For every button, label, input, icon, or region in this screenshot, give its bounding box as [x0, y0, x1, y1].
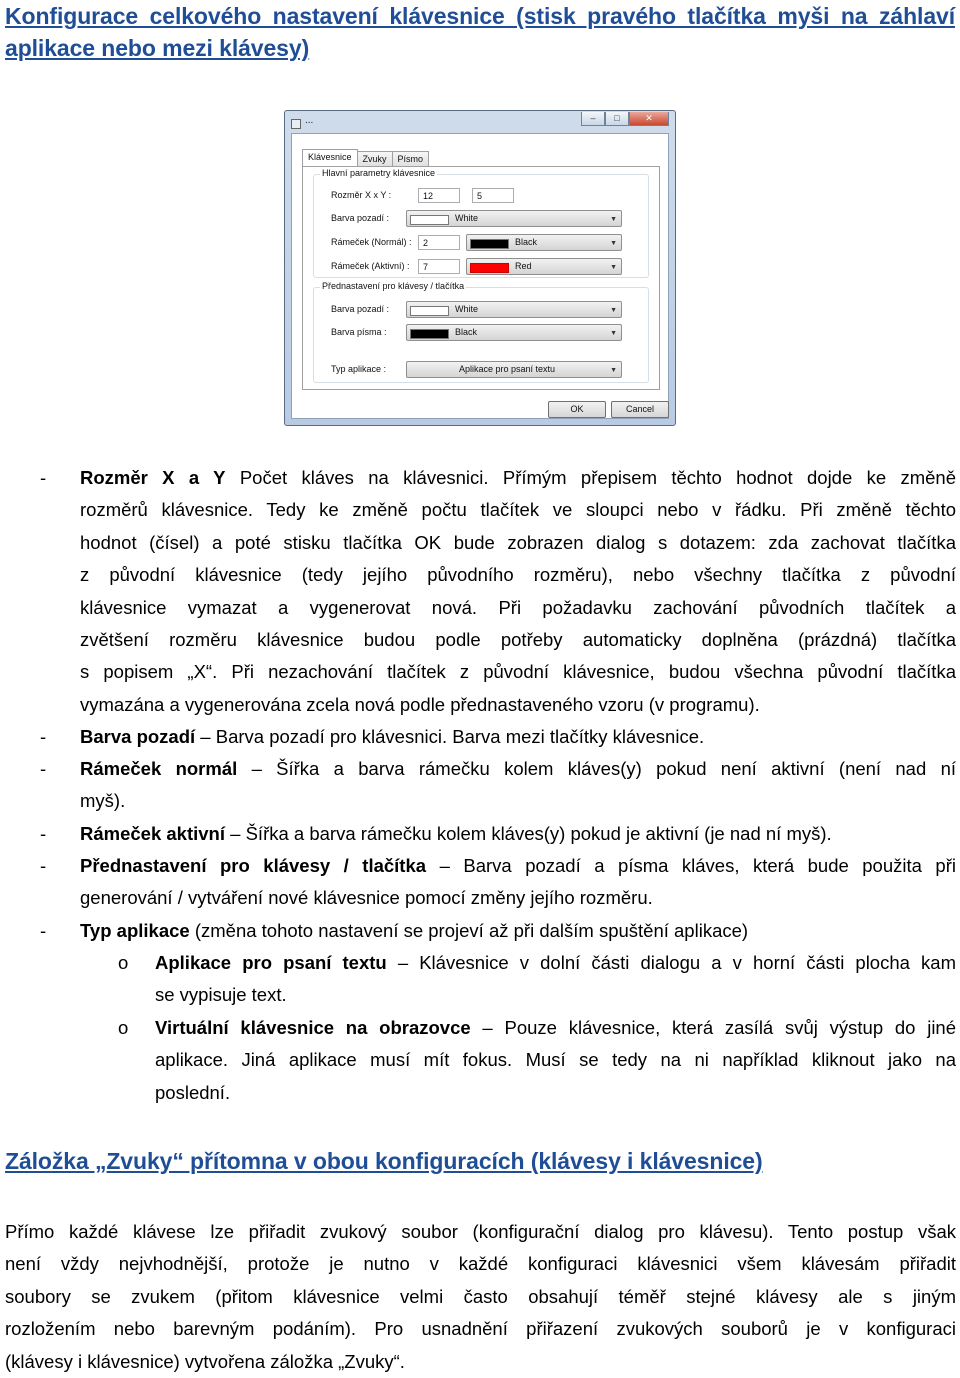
text: Počet kláves na klávesnici. Přímým přepisem těchto hodnot dojde ke změně	[239, 467, 956, 488]
text: není vždy nejvhodnější, protože je nutno v každé konfiguraci klávesnici všem klávesám přiřadit	[5, 1253, 956, 1275]
close-icon: ✕	[629, 112, 669, 126]
frame-active-color-combo	[466, 258, 622, 275]
text: Při změně těchto	[800, 499, 956, 521]
text: Šířka a barva rámečku kolem kláves(y) pokud je aktivní (je nad ní myš).	[245, 823, 832, 844]
text: vymazána a vygenerována zcela nová podle přednastaveného vzoru (v programu).	[80, 693, 760, 715]
dash-marker: -	[40, 920, 47, 941]
tab-klavesnice: Klávesnice	[302, 149, 358, 167]
group-key-presets	[313, 281, 649, 383]
text: se vypisuje text.	[155, 984, 287, 1006]
color-swatch	[410, 329, 449, 339]
chevron-down-icon: ▼	[610, 264, 617, 271]
chevron-down-icon: ▼	[610, 330, 617, 337]
frame-normal-color-combo	[466, 234, 622, 251]
text: generování / vytváření nové klávesnice pomocí změny jejího rozměru.	[80, 887, 653, 909]
size-label: Rozměr X x Y :	[331, 190, 392, 200]
item-prednastaveni: Přednastavení pro klávesy / tlačítka – Barva pozadí a písma kláves, která bude použita při generování / vytváření nové klávesnice pomocí změny jejího rozměru.	[80, 850, 956, 915]
settings-dialog-screenshot	[284, 110, 676, 426]
key-bg-combo	[406, 301, 622, 318]
group-main-params	[313, 168, 649, 278]
text: Šířka a barva rámečku kolem kláves(y) pokud není aktivní (není nad ní	[276, 758, 956, 779]
size-y-field: 5	[472, 188, 514, 203]
text: Přímo každé klávese lze přiřadit zvukový soubor (konfigurační dialog pro klávesu). Tento postup však	[5, 1221, 956, 1242]
item-typ-aplikace	[80, 915, 956, 947]
term: Rámeček normál	[80, 758, 238, 779]
combo-value: White	[455, 304, 479, 314]
text: z původní klávesnice (tedy jejího původního rozměru), nebo všechny tlačítka z původní	[80, 564, 956, 586]
term: Typ aplikace	[80, 920, 190, 941]
dialog-client-area	[291, 133, 669, 419]
frame-normal-label: Rámeček (Normál) :	[331, 237, 412, 247]
color-swatch	[470, 263, 509, 273]
key-bg-label: Barva pozadí :	[331, 304, 390, 314]
text: (klávesy i klávesnice) vytvořena záložka „Zvuky“.	[5, 1350, 405, 1372]
font-color-label: Barva písma :	[331, 327, 387, 337]
minimize-icon: –	[581, 112, 605, 126]
combo-value: Aplikace pro psaní textu	[458, 364, 556, 374]
dash-marker: -	[40, 823, 47, 844]
text: soubory se zvukem (přitom klávesnice velmi často obsahují téměř stejné klávesy ale s jiným	[5, 1285, 956, 1307]
text: poslední.	[155, 1081, 231, 1103]
window-controls	[581, 112, 669, 126]
combo-value: Red	[515, 261, 532, 271]
item-barva: Barva pozadí – Barva pozadí pro klávesnici. Barva mezi tlačítky klávesnice.	[80, 726, 705, 747]
term: Rámeček aktivní	[80, 823, 226, 844]
text: Barva pozadí pro klávesnici. Barva mezi tlačítky klávesnice.	[215, 726, 705, 747]
text: zvětšení rozměru klávesnice budou podle potřeby automaticky doplněna (prázdná) tlačítka	[80, 628, 956, 650]
app-type-label: Typ aplikace :	[331, 364, 387, 374]
chevron-down-icon: ▼	[610, 307, 617, 314]
dash-marker: -	[40, 467, 47, 488]
text: (změna tohoto nastavení se projeví až při dalším spuštění aplikace)	[194, 920, 749, 941]
bullet-marker: o	[118, 1017, 129, 1038]
color-swatch	[410, 306, 449, 316]
frame-active-width-field: 7	[418, 259, 460, 274]
text: rozložením nebo barevným podáním). Pro usnadnění přiřazení zvukových souborů je v konfiguraci	[5, 1318, 956, 1340]
text: Pouze klávesnice, která zasílá svůj výstup do jiné	[504, 1017, 957, 1038]
font-color-combo	[406, 324, 622, 341]
bullet-marker: o	[118, 952, 129, 973]
term: Barva pozadí	[80, 726, 196, 747]
text: hodnot (čísel) a poté stisku tlačítka OK bude zobrazen dialog s dotazem: zda zachovat tlačítka	[80, 531, 956, 553]
text: aplikace. Jiná aplikace musí mít fokus. Musí se tedy na ni například kliknout jako na	[155, 1049, 956, 1071]
option-virtualni: Virtuální klávesnice na obrazovce – Pouze klávesnice, která zasílá svůj výstup do jiné aplikace. Jiná aplikace musí mít fokus. Musí se tedy na ni například kliknout jako na poslední.	[155, 1012, 956, 1109]
size-x-field: 12	[418, 188, 460, 203]
term: Rozměr X a Y	[80, 467, 226, 488]
window-title: ...	[305, 115, 314, 126]
tab-page	[302, 166, 660, 390]
text: Klávesnice v dolní části dialogu a v horní části plocha kam	[419, 952, 956, 973]
ok-button: OK	[548, 401, 606, 418]
group-title: Hlavní parametry klávesnice	[322, 168, 436, 178]
term: Virtuální klávesnice na obrazovce	[155, 1017, 471, 1038]
chevron-down-icon: ▼	[610, 240, 617, 247]
group-title: Přednastavení pro klávesy / tlačítka	[322, 281, 465, 291]
dash-marker: -	[40, 855, 47, 876]
app-type-combo	[406, 361, 622, 378]
chevron-down-icon: ▼	[610, 367, 617, 374]
section-heading-zvuky: Záložka „Zvuky“ přítomna v obou konfiguracích (klávesy i klávesnice)	[5, 1148, 763, 1174]
cancel-button: Cancel	[611, 401, 669, 418]
combo-value: Black	[455, 327, 478, 337]
frame-active-label: Rámeček (Aktivní) :	[331, 261, 410, 271]
chevron-down-icon: ▼	[610, 216, 617, 223]
bg-label: Barva pozadí :	[331, 213, 390, 223]
maximize-icon: □	[605, 112, 629, 126]
item-ramecek-aktivni: Rámeček aktivní – Šířka a barva rámečku kolem kláves(y) pokud je aktivní (je nad ní myš).	[80, 823, 832, 844]
dash-marker: -	[40, 726, 47, 747]
combo-value: White	[455, 213, 479, 223]
text: rozměrů klávesnice. Tedy ke změně počtu tlačítek ve sloupci nebo v řádku.	[80, 499, 787, 521]
text: Barva pozadí a písma kláves, která bude použita při	[463, 855, 956, 876]
paragraph-zvuky	[5, 1216, 956, 1378]
color-swatch	[470, 239, 509, 249]
term: Aplikace pro psaní textu	[155, 952, 387, 973]
tab-pismo: Písmo	[392, 151, 430, 167]
item-rozmer	[80, 462, 956, 721]
section-heading: Konfigurace celkového nastavení klávesnice (stisk pravého tlačítka myši na záhlaví aplikace nebo mezi klávesy)	[5, 3, 955, 61]
tab-zvuky: Zvuky	[357, 151, 393, 167]
window-icon	[291, 119, 301, 129]
color-swatch	[410, 215, 449, 225]
combo-value: Black	[515, 237, 538, 247]
item-ramecek-normal: Rámeček normál – Šířka a barva rámečku kolem kláves(y) pokud není aktivní (není nad ní myš).	[80, 753, 956, 818]
bg-color-combo	[406, 210, 622, 227]
text: klávesnice vymazat a vygenerovat nová. Při požadavku zachování původních tlačítek a	[80, 596, 956, 618]
text: s popisem „X“. Při nezachování tlačítek z původní klávesnice, budou všechna původní tlačítka	[80, 661, 956, 683]
text: myš).	[80, 790, 126, 812]
dash-marker: -	[40, 758, 47, 779]
frame-normal-width-field: 2	[418, 235, 460, 250]
term: Přednastavení pro klávesy / tlačítka	[80, 855, 427, 876]
option-psani-textu: Aplikace pro psaní textu – Klávesnice v dolní části dialogu a v horní části plocha kam se vypisuje text.	[155, 947, 956, 1012]
